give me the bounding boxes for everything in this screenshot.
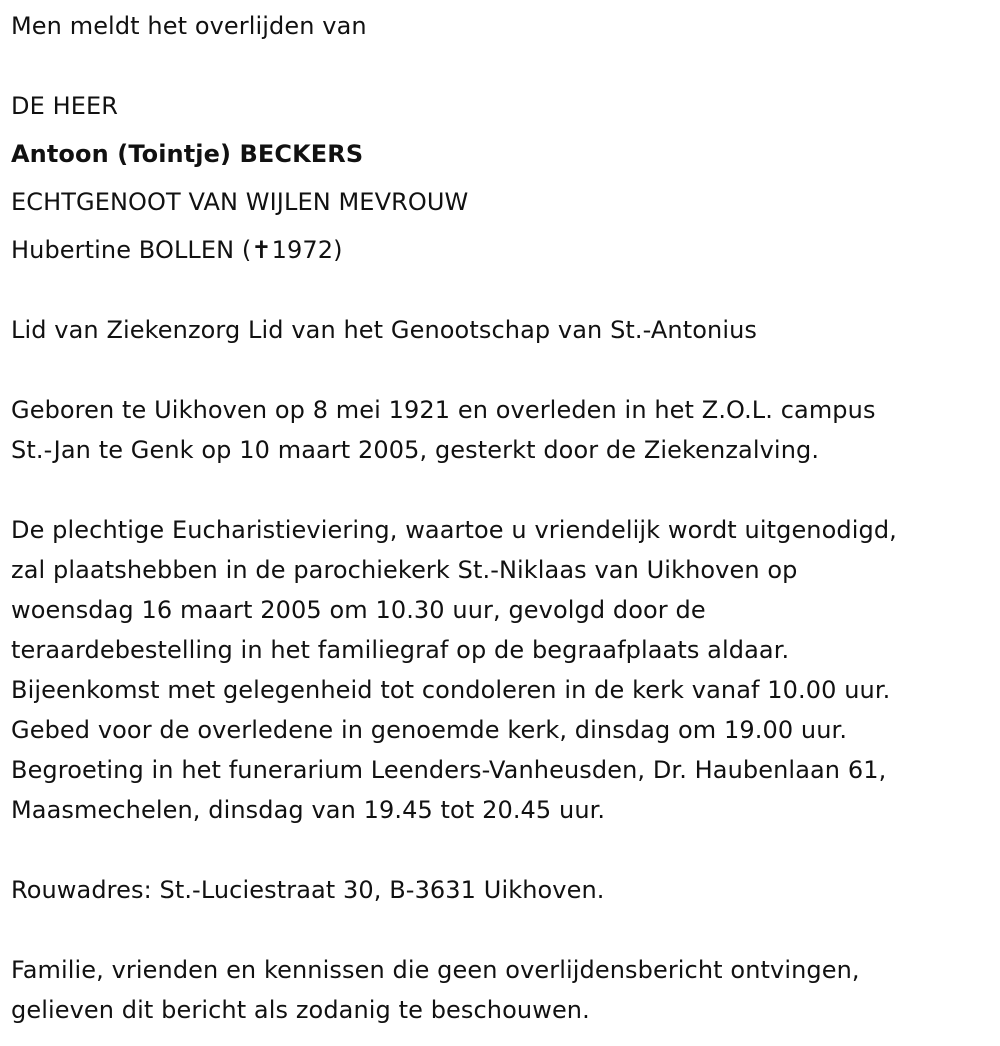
memberships-line: Lid van Ziekenzorg Lid van het Genootschap van St.-Antonius	[11, 316, 758, 344]
paragraph-line: St.-Jan te Genk op 10 maart 2005, gesterkt door de Ziekenzalving.	[11, 436, 820, 464]
paragraph-line: Familie, vrienden en kennissen die geen overlijdensbericht ontvingen,	[11, 956, 860, 984]
ceremony-paragraph	[11, 510, 996, 830]
title-line: DE HEER	[11, 92, 119, 120]
paragraph-line: gelieven dit bericht als zodanig te beschouwen.	[11, 996, 590, 1024]
paragraph-line: Maasmechelen, dinsdag van 19.45 tot 20.45 uur.	[11, 796, 606, 824]
paragraph-line: zal plaatshebben in de parochiekerk St.-Niklaas van Uikhoven op	[11, 556, 798, 584]
address-line: Rouwadres: St.-Luciestraat 30, B-3631 Uikhoven.	[11, 876, 605, 904]
paragraph-line: Gebed voor de overledene in genoemde kerk, dinsdag om 19.00 uur.	[11, 716, 848, 744]
spouse-line: Hubertine BOLLEN (✝1972)	[11, 236, 343, 264]
paragraph-line: Bijeenkomst met gelegenheid tot condoleren in de kerk vanaf 10.00 uur.	[11, 676, 891, 704]
relation-line: ECHTGENOOT VAN WIJLEN MEVROUW	[11, 188, 469, 216]
deceased-name: Antoon (Tointje) BECKERS	[11, 140, 364, 168]
paragraph-line: teraardebestelling in het familiegraf op de begraafplaats aldaar.	[11, 636, 790, 664]
paragraph-line: De plechtige Eucharistieviering, waartoe u vriendelijk wordt uitgenodigd,	[11, 516, 897, 544]
closing-paragraph	[11, 950, 996, 1030]
obituary-notice	[11, 0, 996, 1030]
paragraph-line: Begroeting in het funerarium Leenders-Vanheusden, Dr. Haubenlaan 61,	[11, 756, 887, 784]
paragraph-line: woensdag 16 maart 2005 om 10.30 uur, gevolgd door de	[11, 596, 706, 624]
paragraph-line: Geboren te Uikhoven op 8 mei 1921 en overleden in het Z.O.L. campus	[11, 396, 876, 424]
intro-line: Men meldt het overlijden van	[11, 12, 367, 40]
birth-death-paragraph	[11, 390, 996, 470]
